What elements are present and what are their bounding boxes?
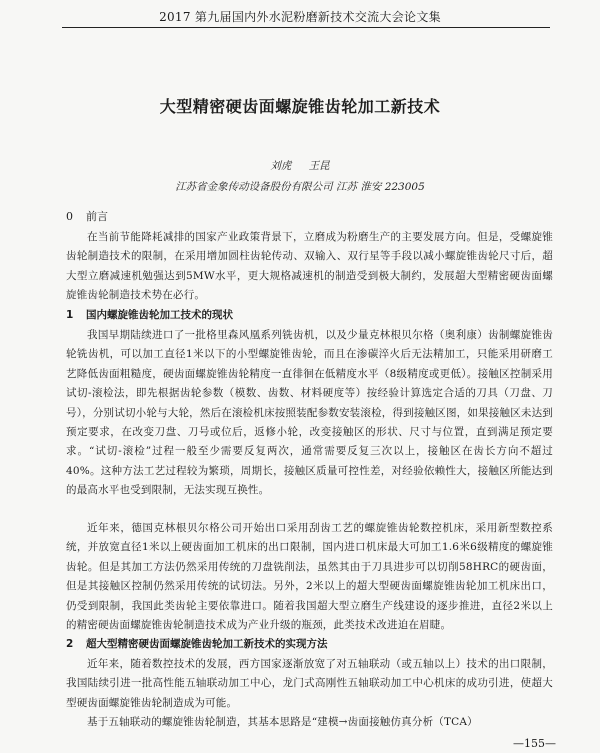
section-heading-preface [66, 208, 108, 224]
section-number: 1 [66, 309, 74, 321]
running-header: 2017 第九届国内外水泥粉磨新技术交流大会论文集 [159, 10, 441, 24]
header-rule [62, 27, 550, 28]
section-heading-2 [66, 636, 328, 651]
section-title: 国内螺旋锥齿轮加工技术的现状 [86, 309, 233, 321]
affiliation: 江苏省金象传动设备股份有限公司 江苏 淮安 223005 [175, 181, 425, 193]
section1-paragraph-2: 近年来，德国克林根贝尔格公司开始出口采用刮齿工艺的螺旋锥齿轮数控机床，采用新型数控系统，并放宽直径1米以上硬齿面加工机床的出口限制，国内进口机床最大可加工1.6米6级精度的螺旋锥齿轮。但是其加工方法仍然采用传统的刀盘铣削法，虽然其由于刀具进步可以切削58HRC的硬齿面，但是其接触区控制仍然采用传统的试切法。另外，2米以上的超大型硬齿面螺旋锥齿轮加工机床出口，仍受到限制，我国此类齿轮主要依靠进口。随着我国超大型立磨生产线建设的逐步推进，直径2米以上的精密硬齿面螺旋锥齿轮制造技术成为产业升级的瓶颈，此类技术改进迫在眉睫。 [66, 522, 553, 632]
paper-title: 大型精密硬齿面螺旋锥齿轮加工新技术 [159, 97, 441, 116]
preface-paragraph: 在当前节能降耗减排的国家产业政策背景下，立磨成为粉磨生产的主要发展方向。但是，受螺旋锥齿轮制造技术的限制，在采用增加圆柱齿轮传动、双输入、双行星等手段以减小螺旋锥齿轮尺寸后，超大型立磨减速机勉强达到5MW水平，更大规格减速机的制造受到极大制约，发展超大型精密硬齿面螺旋锥齿轮制造技术势在必行。 [66, 231, 553, 302]
section1-paragraph-1: 我国早期陆续进口了一批格里森风凰系列铣齿机，以及少量克林根贝尔格（奥利康）齿制螺旋锥齿轮铣齿机，可以加工直径1米以下的小型螺旋锥齿轮，而且在渗碳淬火后无法精加工，只能采用研磨工艺降低齿面粗糙度，硬齿面螺旋锥齿轮精度一直徘徊在低精度水平（8级精度或更低）。接触区控制采用试切-滚检法，即先根据齿轮参数（模数、齿数、材料硬度等）按经验计算选定合适的刀具（刀盘、刀号），分别试切小轮与大轮，然后在滚检机床按照装配参数安装滚检，得到接触区图，如果接触区未达到预定要求，在改变刀盘、刀号或位后，返修小轮，改变接触区的形状、尺寸与位置，直到满足预定要求。“试切-滚检”过程一般至少需要反复两次，通常需要反复三次以上，接触区在齿长方向不超过40%。这种方法工艺过程较为繁琐，周期长，接触区质量可控性差，对经验依赖性大，接触区所能达到的最高水平也受到限制，无法实现互换性。 [66, 329, 553, 497]
section-heading-1 [66, 307, 233, 322]
section-number: 2 [66, 638, 74, 650]
section-title: 超大型精密硬齿面螺旋锥齿轮加工新技术的实现方法 [86, 638, 328, 650]
section2-paragraph-2: 基于五轴联动的螺旋锥齿轮制造，其基本思路是“建模→齿面接触仿真分析（TCA） [87, 716, 478, 728]
page-number: —155— [513, 737, 556, 750]
section-title: 前言 [86, 210, 108, 223]
section-number: 0 [66, 210, 73, 223]
authors: 刘虎 王昆 [270, 160, 330, 172]
section2-paragraph-1: 近年来，随着数控技术的发展，西方国家逐渐放宽了对五轴联动（或五轴以上）技术的出口限制，我国陆续引进一批高性能五轴联动加工中心，龙门式高刚性五轴联动加工中心机床的成功引进，使超大型硬齿面螺旋锥齿轮制造成为可能。 [66, 658, 553, 709]
